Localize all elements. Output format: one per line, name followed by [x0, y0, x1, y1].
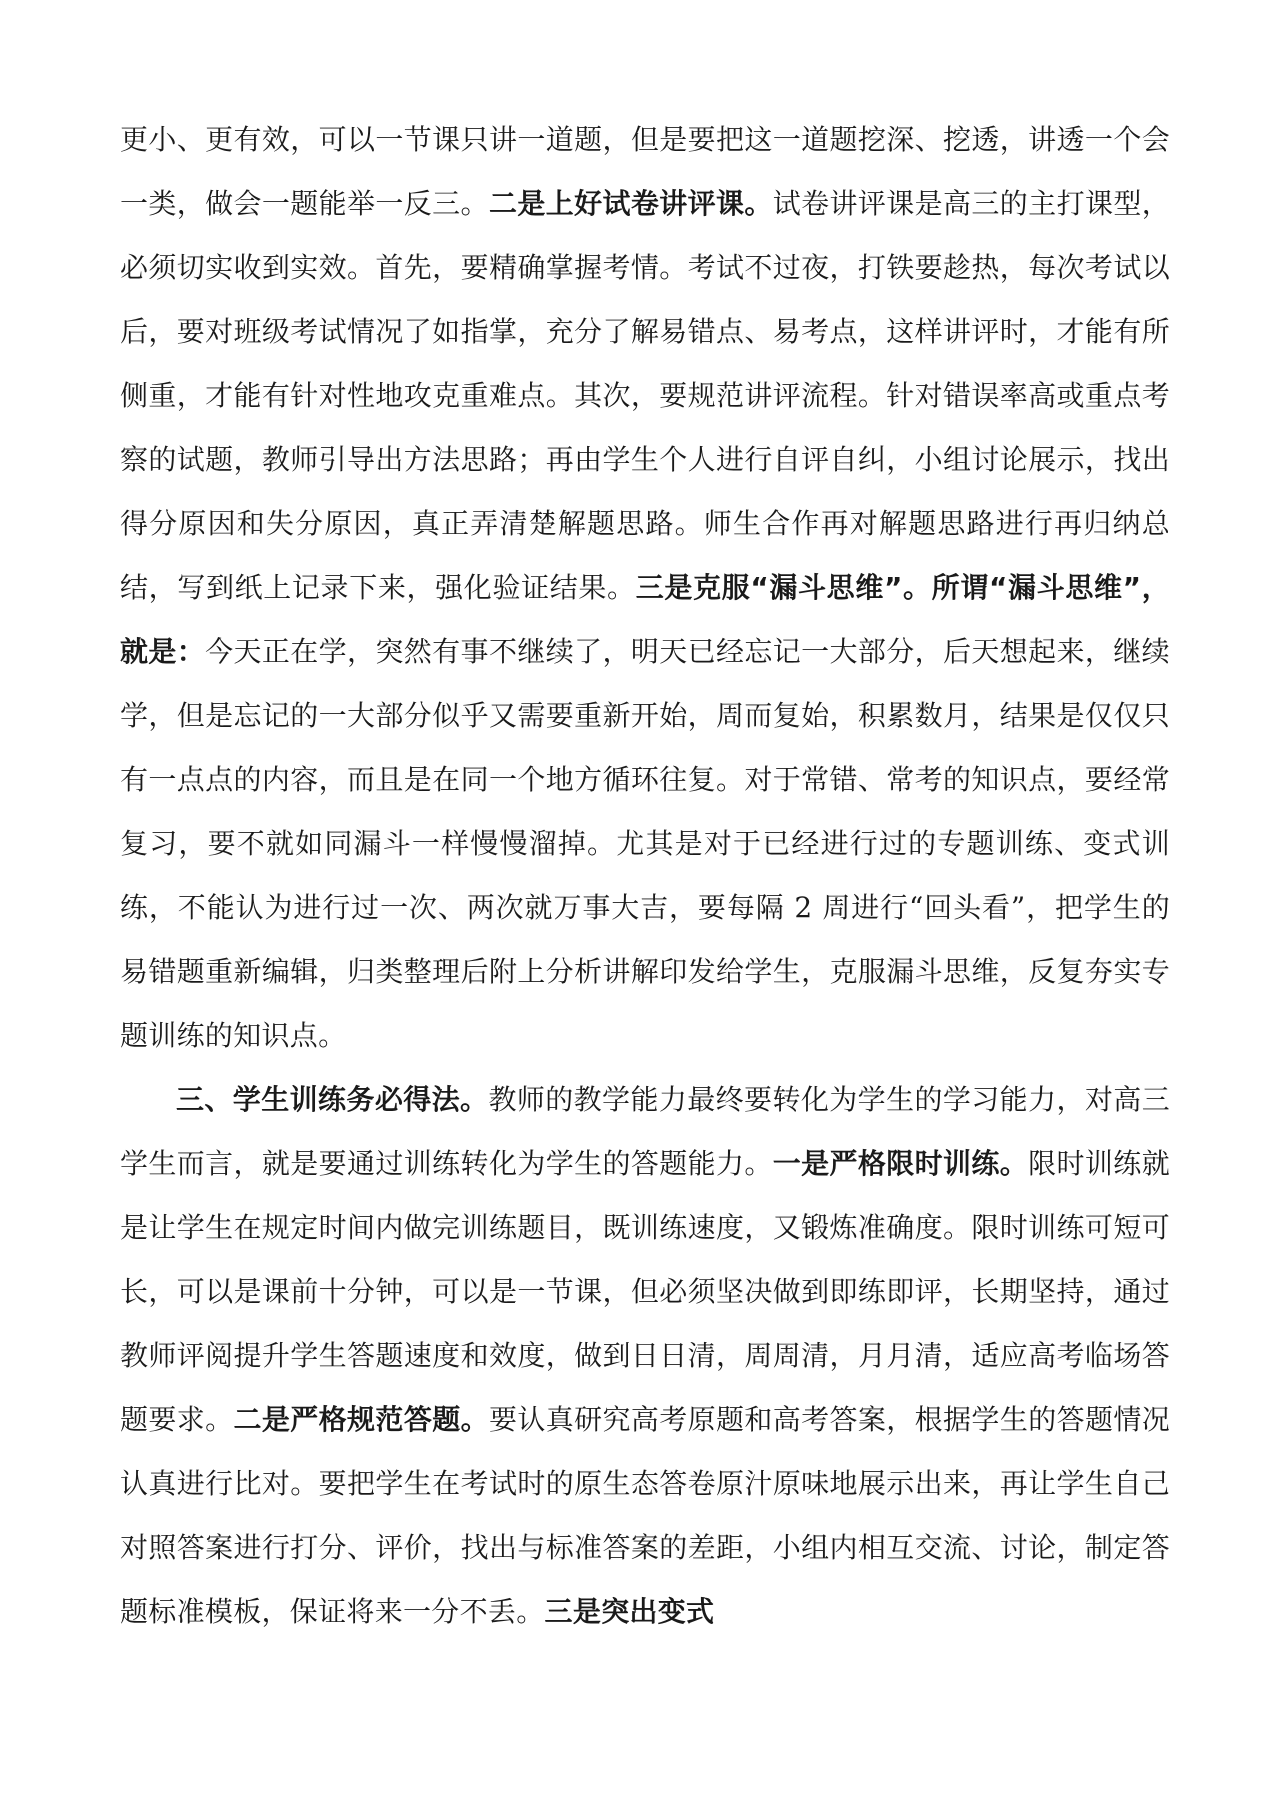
text-segment: 今天正在学，突然有事不继续了，明天已经忘记一大部分，后天想起来，继续学，但是忘记的一大部分似乎又需要重新开始，周而复始，积累数月，结果是仅仅只有一点点的内容，而且是在同一个地方循环往复。对于常错、常考的知识点，要经常复习，要不就如同漏斗一样慢慢溜掉。尤其是对于已经进行过的专题训练、变式训练，不能认为进行过一次、两次就万事大吉，要每隔 2 周进行“回头看”，把学生的易错题重新编辑，归类整理后附上分析讲解印发给学生，克服漏斗思维，反复夯实专题训练的知识点。 [120, 635, 1170, 1052]
emphasis-heading: 三是克服“漏斗思维”。所谓“漏斗思维”，就是： [120, 571, 1170, 668]
text-segment: 试卷讲评课是高三的主打课型，必须切实收到实效。首先，要精确掌握考情。考试不过夜，打铁要趁热，每次考试以后，要对班级考试情况了如指掌，充分了解易错点、易考点，这样讲评时，才能有所侧重，才能有针对性地攻克重难点。其次，要规范讲评流程。针对错误率高或重点考察的试题，教师引导出方法思路；再由学生个人进行自评自纠，小组讨论展示，找出得分原因和失分原因，真正弄清楚解题思路。师生合作再对解题思路进行再归纳总结，写到纸上记录下来，强化验证结果。 [120, 187, 1171, 604]
document-body [120, 108, 1170, 1644]
section-heading: 三、学生训练务必得法。 [176, 1083, 489, 1116]
text-segment: 更小、更有效，可以一节课只讲一道题，但是要把这一道题挖深、挖透，讲透一个会一类，做会一题能举一反三。 [120, 123, 1170, 220]
text-segment: 教师的教学能力最终要转化为学生的学习能力，对高三学生而言，就是要通过训练转化为学生的答题能力。 [120, 1083, 1170, 1180]
text-segment: 限时训练就是让学生在规定时间内做完训练题目，既训练速度，又锻炼准确度。限时训练可短可长，可以是课前十分钟，可以是一节课，但必须坚决做到即练即评，长期坚持，通过教师评阅提升学生答题速度和效度，做到日日清，周周清，月月清，适应高考临场答题要求。 [120, 1147, 1170, 1436]
paragraph-teaching-methods [120, 108, 1170, 1068]
emphasis-heading: 二是严格规范答题。 [233, 1403, 489, 1436]
emphasis-heading: 三是突出变式 [544, 1595, 715, 1628]
emphasis-heading: 一是严格限时训练。 [772, 1147, 1029, 1180]
paragraph-student-training [120, 1068, 1170, 1644]
text-segment: 要认真研究高考原题和高考答案，根据学生的答题情况认真进行比对。要把学生在考试时的原生态答卷原汁原味地展示出来，再让学生自己对照答案进行打分、评价，找出与标准答案的差距，小组内相互交流、讨论，制定答题标准模板，保证将来一分不丢。 [120, 1403, 1171, 1628]
emphasis-heading: 二是上好试卷讲评课。 [488, 187, 773, 220]
